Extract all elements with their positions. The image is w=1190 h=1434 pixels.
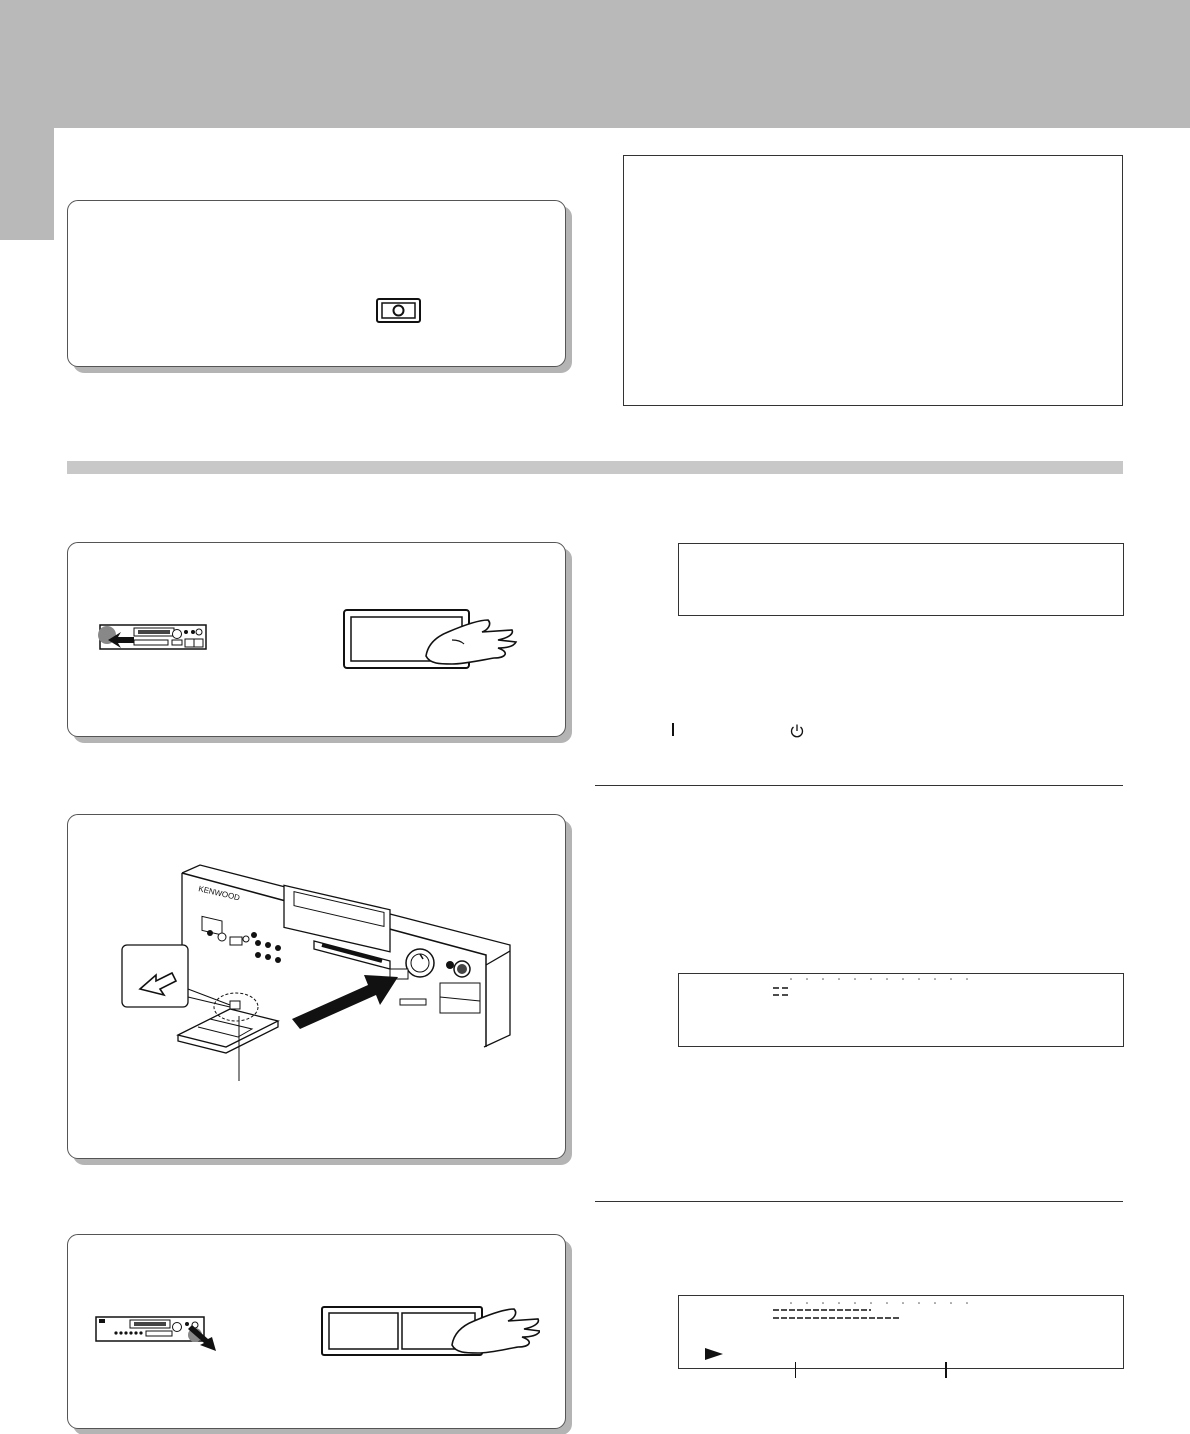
lcd-segments-1 [771, 976, 991, 1002]
power-button-large-icon [342, 608, 542, 698]
step3-panel [67, 1234, 566, 1429]
note-box [623, 155, 1123, 406]
section-bar [67, 461, 1123, 474]
divider-rule-2 [595, 1201, 1123, 1202]
disc-insert-icon [118, 851, 518, 1091]
step2-panel [67, 814, 566, 1159]
divider-rule-1 [595, 785, 1123, 786]
display-box-1 [678, 543, 1124, 616]
power-standby-icon [789, 723, 805, 739]
info-panel-top [67, 200, 566, 367]
display-box-3 [678, 1295, 1124, 1369]
svg-text:KENWOOD: KENWOOD [197, 884, 241, 903]
step1-panel [67, 542, 566, 737]
play-pause-button-large-icon [320, 1299, 540, 1399]
display-leader-line-2 [945, 1362, 947, 1378]
side-tab [0, 128, 54, 240]
vertical-bar-icon [672, 723, 674, 736]
eject-button-icon [376, 298, 421, 323]
lcd-segments-2 [771, 1300, 991, 1326]
header-band [0, 0, 1190, 128]
display-leader-line-1 [795, 1362, 796, 1378]
power-button-press-icon [94, 623, 209, 663]
play-button-press-icon [94, 1315, 234, 1355]
play-triangle-icon [705, 1347, 723, 1359]
display-box-2 [678, 973, 1124, 1047]
